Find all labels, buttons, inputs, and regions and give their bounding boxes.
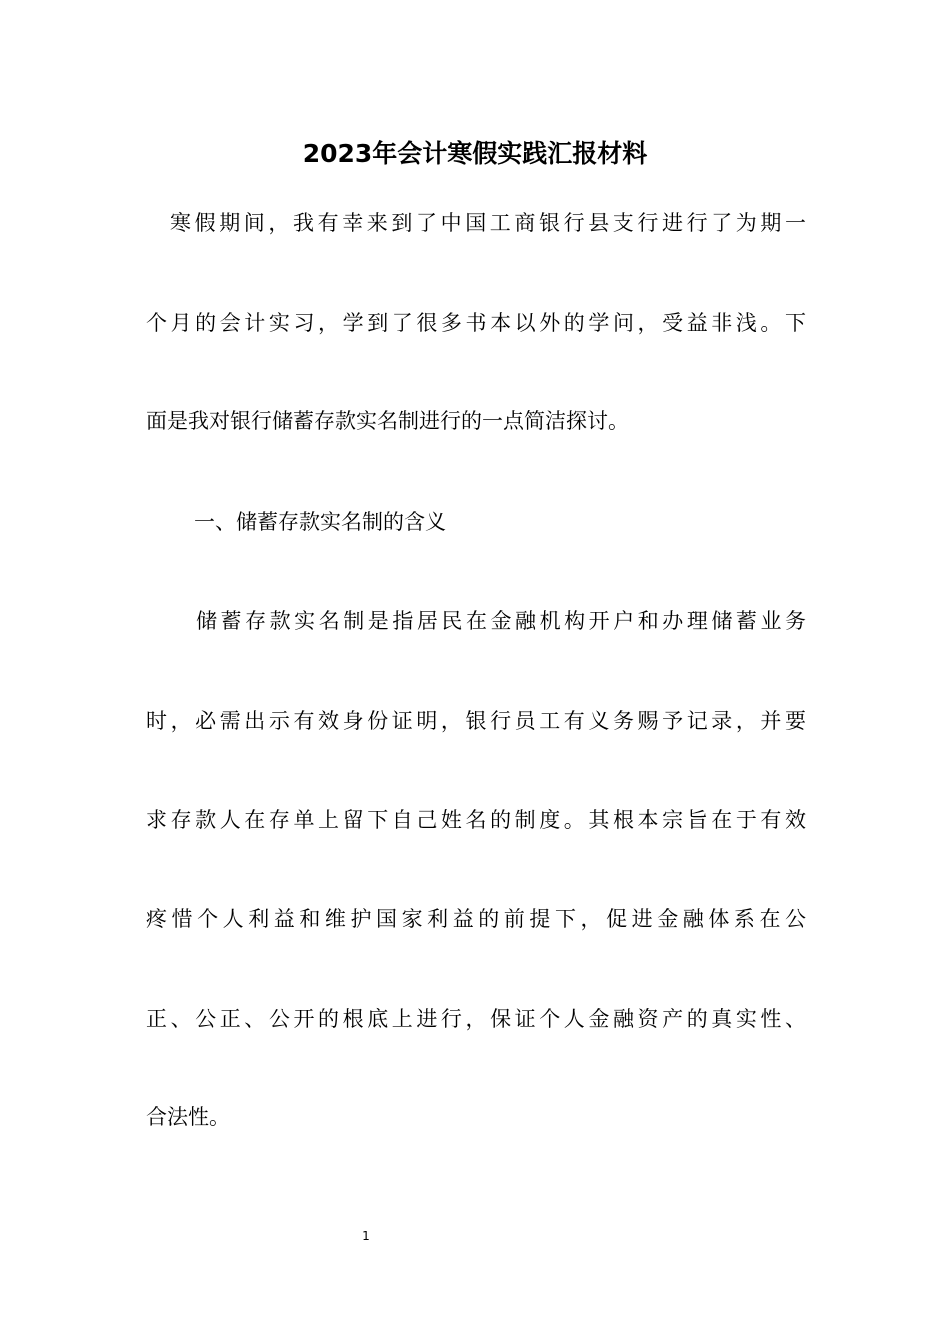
paragraph-2-line-1: 储蓄存款实名制是指居民在金融机构开户和办理储蓄业务 — [196, 609, 806, 633]
paragraph-1-line-2: 个月的会计实习，学到了很多书本以外的学问，受益非浅。下 — [146, 311, 806, 335]
paragraph-2-line-3: 求存款人在存单上留下自己姓名的制度。其根本宗旨在于有效 — [146, 808, 806, 832]
paragraph-2-line-2: 时，必需出示有效身份证明，银行员工有义务赐予记录，并要 — [146, 709, 806, 733]
paragraph-2-line-5: 正、公正、公开的根底上进行，保证个人金融资产的真实性、 — [146, 1007, 806, 1031]
paragraph-2-line-6: 合法性。 — [146, 1105, 230, 1129]
section-heading-1: 一、储蓄存款实名制的含义 — [194, 510, 446, 534]
document-title: 2023年会计寒假实践汇报材料 — [302, 139, 648, 168]
page-number: 1 — [362, 1229, 370, 1243]
paragraph-2-line-4: 疼惜个人利益和维护国家利益的前提下，促进金融体系在公 — [146, 907, 806, 931]
paragraph-1-line-1: 寒假期间，我有幸来到了中国工商银行县支行进行了为期一 — [170, 211, 806, 235]
paragraph-1-line-3: 面是我对银行储蓄存款实名制进行的一点简洁探讨。 — [146, 409, 629, 433]
